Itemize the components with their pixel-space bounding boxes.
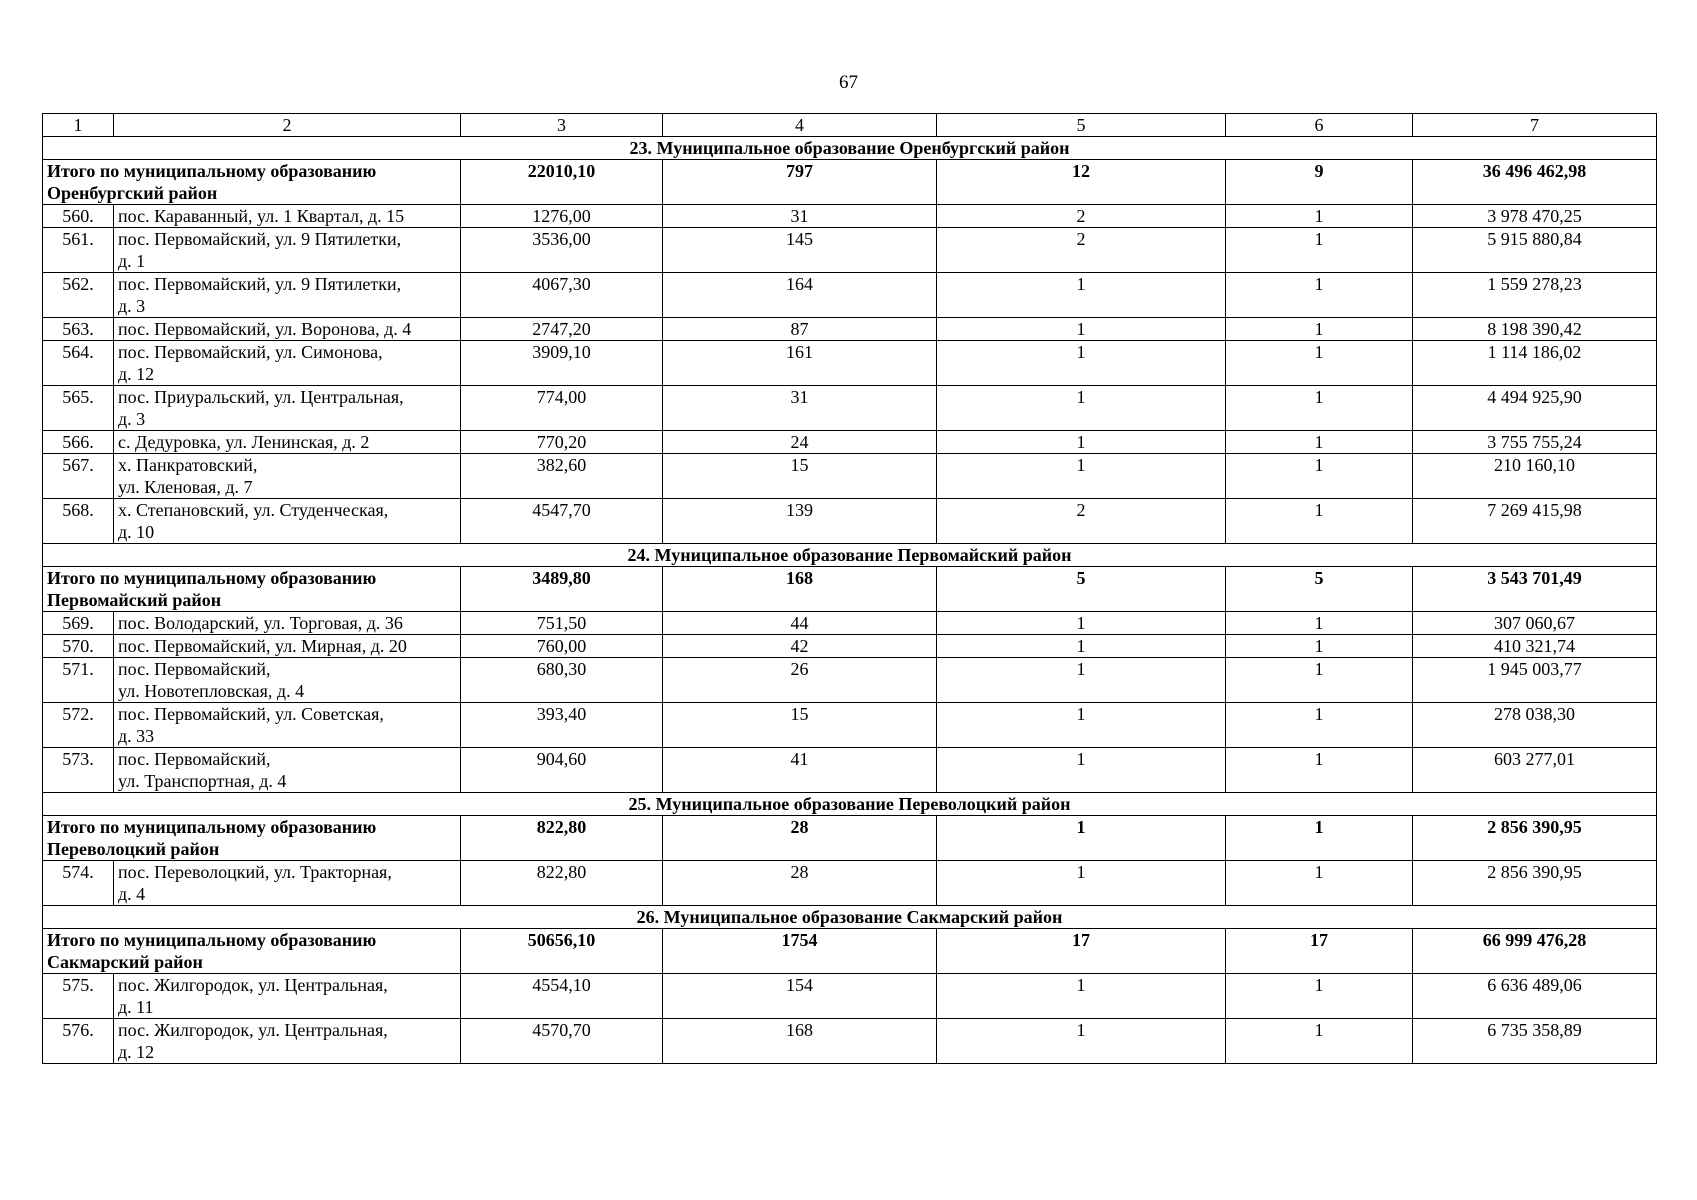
section-title: 26. Муниципальное образование Сакмарский район	[43, 906, 1657, 929]
total-value-c5: 17	[937, 929, 1226, 974]
cell-c3: 751,50	[461, 612, 663, 635]
cell-c4: 26	[663, 658, 937, 703]
address-cell	[114, 431, 461, 454]
cell-c4: 42	[663, 635, 937, 658]
table-row	[43, 658, 1657, 703]
cell-c5: 1	[937, 318, 1226, 341]
address-line: пос. Володарский, ул. Торговая, д. 36	[118, 613, 403, 633]
address-cell	[114, 454, 461, 499]
cell-c5: 1	[937, 341, 1226, 386]
cell-c4: 24	[663, 431, 937, 454]
housing-table	[42, 113, 1657, 1064]
cell-c4: 41	[663, 748, 937, 793]
address-line: ул. Новотепловская, д. 4	[118, 681, 305, 701]
cell-c4: 31	[663, 205, 937, 228]
cell-c7: 278 038,30	[1413, 703, 1657, 748]
cell-c5: 1	[937, 612, 1226, 635]
address-cell	[114, 341, 461, 386]
cell-c4: 161	[663, 341, 937, 386]
total-value-c3: 50656,10	[461, 929, 663, 974]
cell-c7: 5 915 880,84	[1413, 228, 1657, 273]
total-value-c5: 1	[937, 816, 1226, 861]
section-header-row	[43, 906, 1657, 929]
cell-c5: 1	[937, 703, 1226, 748]
cell-c7: 3 978 470,25	[1413, 205, 1657, 228]
total-value-c7: 3 543 701,49	[1413, 567, 1657, 612]
address-cell	[114, 635, 461, 658]
cell-c5: 1	[937, 273, 1226, 318]
address-cell	[114, 703, 461, 748]
row-number: 571.	[43, 658, 114, 703]
row-number: 572.	[43, 703, 114, 748]
cell-c3: 2747,20	[461, 318, 663, 341]
cell-c3: 382,60	[461, 454, 663, 499]
total-label-line: Оренбургский район	[47, 183, 218, 203]
total-label-line: Сакмарский район	[47, 952, 203, 972]
cell-c3: 770,20	[461, 431, 663, 454]
cell-c6: 1	[1226, 228, 1413, 273]
table-row	[43, 273, 1657, 318]
row-number: 564.	[43, 341, 114, 386]
total-value-c4: 1754	[663, 929, 937, 974]
cell-c7: 7 269 415,98	[1413, 499, 1657, 544]
address-line: д. 3	[118, 409, 146, 429]
cell-c6: 1	[1226, 205, 1413, 228]
address-line: пос. Караванный, ул. 1 Квартал, д. 15	[118, 206, 405, 226]
column-number: 1	[43, 114, 114, 137]
row-number: 574.	[43, 861, 114, 906]
cell-c3: 4554,10	[461, 974, 663, 1019]
address-cell	[114, 748, 461, 793]
total-label	[43, 567, 461, 612]
address-line: д. 33	[118, 726, 155, 746]
table-row	[43, 205, 1657, 228]
cell-c4: 145	[663, 228, 937, 273]
address-line: х. Степановский, ул. Студенческая,	[118, 500, 389, 520]
row-number: 575.	[43, 974, 114, 1019]
total-value-c3: 3489,80	[461, 567, 663, 612]
cell-c5: 1	[937, 658, 1226, 703]
address-cell	[114, 318, 461, 341]
total-value-c6: 1	[1226, 816, 1413, 861]
address-cell	[114, 861, 461, 906]
address-line: пос. Первомайский, ул. 9 Пятилетки,	[118, 229, 402, 249]
total-label	[43, 816, 461, 861]
table-row	[43, 703, 1657, 748]
total-label-line: Итого по муниципальному образованию	[47, 930, 377, 950]
table-row	[43, 228, 1657, 273]
cell-c7: 410 321,74	[1413, 635, 1657, 658]
cell-c5: 1	[937, 974, 1226, 1019]
cell-c6: 1	[1226, 612, 1413, 635]
total-label-line: Переволоцкий район	[47, 839, 220, 859]
address-line: пос. Жилгородок, ул. Центральная,	[118, 1020, 388, 1040]
cell-c3: 904,60	[461, 748, 663, 793]
address-line: д. 10	[118, 522, 155, 542]
address-cell	[114, 273, 461, 318]
cell-c6: 1	[1226, 341, 1413, 386]
total-value-c7: 2 856 390,95	[1413, 816, 1657, 861]
address-line: пос. Первомайский, ул. Симонова,	[118, 342, 383, 362]
page-number: 67	[839, 72, 858, 93]
section-total-row	[43, 929, 1657, 974]
cell-c3: 774,00	[461, 386, 663, 431]
row-number: 562.	[43, 273, 114, 318]
row-number: 563.	[43, 318, 114, 341]
section-title: 23. Муниципальное образование Оренбургский район	[43, 137, 1657, 160]
cell-c5: 1	[937, 861, 1226, 906]
total-value-c6: 17	[1226, 929, 1413, 974]
address-cell	[114, 974, 461, 1019]
total-label-line: Первомайский район	[47, 590, 222, 610]
column-number: 3	[461, 114, 663, 137]
address-line: д. 1	[118, 251, 146, 271]
cell-c7: 1 559 278,23	[1413, 273, 1657, 318]
address-line: ул. Кленовая, д. 7	[118, 477, 253, 497]
table-row	[43, 499, 1657, 544]
row-number: 560.	[43, 205, 114, 228]
total-value-c4: 28	[663, 816, 937, 861]
section-header-row	[43, 544, 1657, 567]
section-total-row	[43, 816, 1657, 861]
address-line: пос. Приуральский, ул. Центральная,	[118, 387, 404, 407]
total-value-c3: 822,80	[461, 816, 663, 861]
total-label	[43, 160, 461, 205]
total-value-c6: 5	[1226, 567, 1413, 612]
address-line: пос. Жилгородок, ул. Центральная,	[118, 975, 388, 995]
address-line: пос. Первомайский, ул. 9 Пятилетки,	[118, 274, 402, 294]
total-label-line: Итого по муниципальному образованию	[47, 161, 377, 181]
cell-c7: 1 114 186,02	[1413, 341, 1657, 386]
address-line: х. Панкратовский,	[118, 455, 258, 475]
cell-c7: 6 735 358,89	[1413, 1019, 1657, 1064]
cell-c6: 1	[1226, 703, 1413, 748]
cell-c4: 154	[663, 974, 937, 1019]
address-line: пос. Первомайский,	[118, 749, 271, 769]
address-line: пос. Переволоцкий, ул. Тракторная,	[118, 862, 392, 882]
cell-c3: 4570,70	[461, 1019, 663, 1064]
row-number: 566.	[43, 431, 114, 454]
column-number: 2	[114, 114, 461, 137]
cell-c5: 2	[937, 205, 1226, 228]
row-number: 561.	[43, 228, 114, 273]
address-line: д. 12	[118, 1042, 155, 1062]
total-value-c5: 12	[937, 160, 1226, 205]
cell-c3: 3909,10	[461, 341, 663, 386]
cell-c7: 2 856 390,95	[1413, 861, 1657, 906]
cell-c4: 15	[663, 703, 937, 748]
cell-c3: 4547,70	[461, 499, 663, 544]
total-value-c7: 36 496 462,98	[1413, 160, 1657, 205]
cell-c3: 822,80	[461, 861, 663, 906]
cell-c4: 15	[663, 454, 937, 499]
table-row	[43, 974, 1657, 1019]
total-label	[43, 929, 461, 974]
address-line: д. 4	[118, 884, 146, 904]
table-row	[43, 612, 1657, 635]
cell-c7: 1 945 003,77	[1413, 658, 1657, 703]
address-line: пос. Первомайский, ул. Советская,	[118, 704, 384, 724]
table-row	[43, 431, 1657, 454]
address-line: с. Дедуровка, ул. Ленинская, д. 2	[118, 432, 370, 452]
row-number: 567.	[43, 454, 114, 499]
section-title: 24. Муниципальное образование Первомайский район	[43, 544, 1657, 567]
cell-c6: 1	[1226, 658, 1413, 703]
address-line: ул. Транспортная, д. 4	[118, 771, 287, 791]
address-cell	[114, 1019, 461, 1064]
cell-c4: 31	[663, 386, 937, 431]
cell-c6: 1	[1226, 1019, 1413, 1064]
address-cell	[114, 612, 461, 635]
cell-c6: 1	[1226, 431, 1413, 454]
total-value-c6: 9	[1226, 160, 1413, 205]
cell-c7: 4 494 925,90	[1413, 386, 1657, 431]
cell-c5: 1	[937, 386, 1226, 431]
section-header-row	[43, 137, 1657, 160]
cell-c6: 1	[1226, 635, 1413, 658]
cell-c4: 44	[663, 612, 937, 635]
section-title: 25. Муниципальное образование Переволоцкий район	[43, 793, 1657, 816]
cell-c5: 1	[937, 748, 1226, 793]
cell-c6: 1	[1226, 748, 1413, 793]
section-header-row	[43, 793, 1657, 816]
section-total-row	[43, 160, 1657, 205]
address-cell	[114, 386, 461, 431]
address-line: пос. Первомайский,	[118, 659, 271, 679]
cell-c4: 168	[663, 1019, 937, 1064]
table-row	[43, 454, 1657, 499]
cell-c3: 393,40	[461, 703, 663, 748]
cell-c7: 307 060,67	[1413, 612, 1657, 635]
cell-c6: 1	[1226, 499, 1413, 544]
cell-c5: 1	[937, 431, 1226, 454]
cell-c6: 1	[1226, 386, 1413, 431]
table-row	[43, 318, 1657, 341]
cell-c5: 2	[937, 499, 1226, 544]
cell-c5: 1	[937, 635, 1226, 658]
row-number: 569.	[43, 612, 114, 635]
address-line: д. 12	[118, 364, 155, 384]
total-value-c5: 5	[937, 567, 1226, 612]
column-number: 6	[1226, 114, 1413, 137]
cell-c4: 139	[663, 499, 937, 544]
total-label-line: Итого по муниципальному образованию	[47, 568, 377, 588]
cell-c6: 1	[1226, 454, 1413, 499]
row-number: 573.	[43, 748, 114, 793]
cell-c6: 1	[1226, 974, 1413, 1019]
cell-c6: 1	[1226, 273, 1413, 318]
table-row	[43, 1019, 1657, 1064]
table-row	[43, 386, 1657, 431]
table-row	[43, 861, 1657, 906]
address-cell	[114, 228, 461, 273]
total-label-line: Итого по муниципальному образованию	[47, 817, 377, 837]
cell-c7: 8 198 390,42	[1413, 318, 1657, 341]
cell-c7: 6 636 489,06	[1413, 974, 1657, 1019]
table-row	[43, 341, 1657, 386]
row-number: 570.	[43, 635, 114, 658]
cell-c4: 87	[663, 318, 937, 341]
column-number: 4	[663, 114, 937, 137]
cell-c3: 4067,30	[461, 273, 663, 318]
cell-c3: 1276,00	[461, 205, 663, 228]
column-number: 7	[1413, 114, 1657, 137]
row-number: 576.	[43, 1019, 114, 1064]
total-value-c4: 797	[663, 160, 937, 205]
cell-c4: 164	[663, 273, 937, 318]
address-line: пос. Первомайский, ул. Воронова, д. 4	[118, 319, 412, 339]
column-number: 5	[937, 114, 1226, 137]
total-value-c3: 22010,10	[461, 160, 663, 205]
cell-c7: 3 755 755,24	[1413, 431, 1657, 454]
column-numbers-row	[43, 114, 1657, 137]
address-line: д. 11	[118, 997, 154, 1017]
cell-c3: 680,30	[461, 658, 663, 703]
cell-c3: 3536,00	[461, 228, 663, 273]
cell-c5: 1	[937, 454, 1226, 499]
cell-c3: 760,00	[461, 635, 663, 658]
address-cell	[114, 658, 461, 703]
cell-c7: 603 277,01	[1413, 748, 1657, 793]
table-row	[43, 748, 1657, 793]
section-total-row	[43, 567, 1657, 612]
cell-c5: 1	[937, 1019, 1226, 1064]
row-number: 565.	[43, 386, 114, 431]
total-value-c7: 66 999 476,28	[1413, 929, 1657, 974]
address-cell	[114, 205, 461, 228]
address-cell	[114, 499, 461, 544]
total-value-c4: 168	[663, 567, 937, 612]
cell-c7: 210 160,10	[1413, 454, 1657, 499]
cell-c6: 1	[1226, 861, 1413, 906]
cell-c5: 2	[937, 228, 1226, 273]
cell-c4: 28	[663, 861, 937, 906]
address-line: д. 3	[118, 296, 146, 316]
table-row	[43, 635, 1657, 658]
row-number: 568.	[43, 499, 114, 544]
address-line: пос. Первомайский, ул. Мирная, д. 20	[118, 636, 407, 656]
cell-c6: 1	[1226, 318, 1413, 341]
